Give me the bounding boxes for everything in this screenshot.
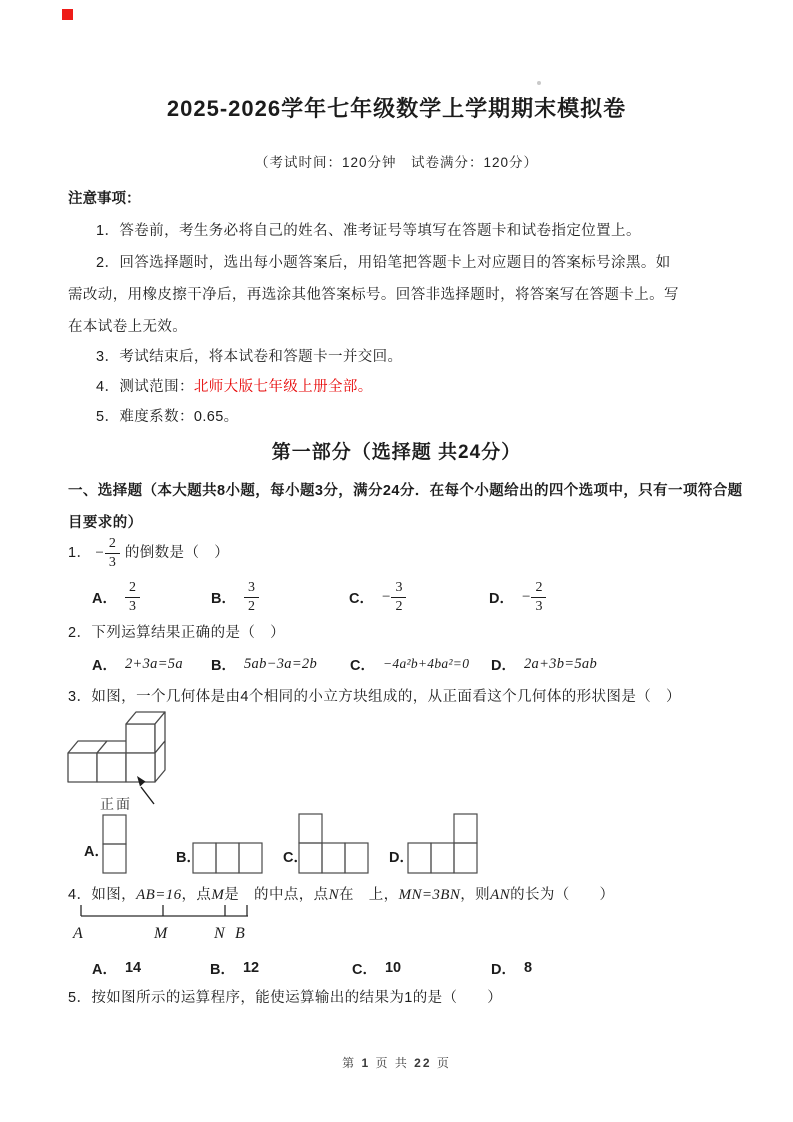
page-footer (0, 1054, 793, 1071)
q4-text-2: ，点 (181, 887, 212, 903)
q4-math-mn3bn: MN=3BN (398, 887, 461, 903)
q4-text-1: 4．如图， (68, 887, 137, 903)
q4-math-ab16: AB=16 (136, 887, 182, 903)
q1-option-d-label: D． (489, 590, 514, 607)
footer-text-post: 页 (436, 1056, 451, 1070)
q2-option-b-formula: 5ab−3a=2b (243, 655, 318, 672)
q1-option-d-sign: − (521, 588, 531, 605)
segment-point-b: B (235, 925, 245, 942)
q4-option-d-label: D． (491, 961, 516, 978)
q1-fraction (105, 536, 120, 571)
notice-heading: 注意事项： (68, 191, 141, 207)
q2-option-d-formula: 2a+3b=5ab (523, 655, 598, 672)
notice-item-4-scope: 北师大版七年级上册全部。 (193, 379, 373, 395)
notice-item-2-line3: 在本试卷上无效。 (68, 319, 188, 335)
q4-text-5: ，则 (460, 887, 491, 903)
notice-item-1: 1．答卷前，考生务必将自己的姓名、准考证号等填写在答题卡和试卷指定位置上。 (96, 223, 641, 239)
notice-item-4 (96, 377, 373, 397)
choice-section-intro-line1: 一、选择题（本大题共8小题，每小题3分，满分24分．在每个小题给出的四个选项中，只有一项符合题 (68, 483, 743, 499)
q1-option-c (349, 577, 406, 617)
q1-option-b-num: 3 (244, 580, 259, 598)
q2-option-a-label: A． (92, 657, 117, 674)
q1-text: 的倒数是（ ） (124, 545, 230, 561)
q4-option-c-label: C． (352, 961, 377, 978)
segment-point-a: A (73, 925, 83, 942)
choice-section-intro-line2: 目要求的） (68, 515, 143, 531)
q1-fraction-num: 2 (105, 536, 120, 554)
q4-math-n: N (328, 887, 339, 903)
q2-option-b (211, 652, 317, 676)
question-3-text: 3．如图，一个几何体是由4个相同的小立方块组成的，从正面看这个几何体的形状图是（ ） (68, 689, 681, 705)
segment-point-n: N (214, 925, 225, 942)
q1-option-d-fraction (531, 580, 546, 615)
exam-info-subtitle: （考试时间：120分钟 试卷满分：120分） (254, 155, 539, 170)
q2-option-c-formula: −4a²b+4ba²=0 (382, 656, 470, 671)
q3-option-c-figure (298, 813, 371, 875)
q1-option-b-fraction (244, 580, 259, 615)
faint-dot (537, 81, 541, 85)
q2-option-c-label: C． (350, 657, 375, 674)
q4-text-3: 是 的中点，点 (224, 887, 329, 903)
q4-option-a-value: 14 (124, 960, 142, 976)
q4-option-b-label: B． (210, 961, 235, 978)
q1-option-b (211, 577, 259, 617)
red-marker-square (62, 9, 73, 20)
q1-option-a-num: 2 (125, 580, 140, 598)
q3-option-a-label: A． (84, 844, 109, 860)
q2-option-a-formula: 2+3a=5a (124, 655, 183, 672)
q2-option-d-label: D． (491, 657, 516, 674)
footer-total-pages: 22 (414, 1056, 432, 1070)
q3-option-a-figure (102, 814, 128, 875)
notice-item-2-line1: 2．回答选择题时，选出每小题答案后，用铅笔把答题卡上对应题目的答案标号涂黑。如 (96, 255, 671, 271)
question-2-text: 2．下列运算结果正确的是（ ） (68, 625, 286, 641)
notice-item-2-line2: 需改动，用橡皮擦干净后，再选涂其他答案标号。回答非选择题时，将答案写在答题卡上。写 (68, 287, 679, 303)
q1-option-c-den: 2 (395, 598, 403, 614)
q4-option-a-label: A． (92, 961, 117, 978)
q2-option-d (491, 652, 597, 676)
q3-option-d-label: D． (389, 850, 414, 866)
q3-option-c-label: C． (283, 850, 308, 866)
q2-option-a (92, 652, 183, 676)
q1-option-a-den: 3 (128, 598, 136, 614)
q4-option-c (352, 957, 401, 979)
segment-line-figure (64, 900, 264, 944)
q1-option-c-num: 3 (391, 580, 406, 598)
front-face-label: 正面 (100, 796, 132, 812)
question-1 (68, 533, 229, 573)
q2-option-b-label: B． (211, 657, 236, 674)
notice-item-3: 3．考试结束后，将本试卷和答题卡一并交回。 (96, 349, 403, 365)
q1-option-c-fraction (391, 580, 406, 615)
q1-option-b-label: B． (211, 590, 236, 607)
footer-text-pre: 第 (342, 1056, 357, 1070)
q3-option-b-label: B． (176, 850, 201, 866)
q4-math-an: AN (490, 887, 511, 903)
q4-option-d-value: 8 (523, 960, 533, 976)
footer-text-mid: 页 共 (375, 1056, 409, 1070)
q1-option-a-fraction (125, 580, 140, 615)
q2-option-c (350, 652, 469, 676)
page-title: 2025-2026学年七年级数学上学期期末模拟卷 (166, 96, 627, 121)
q4-option-c-value: 10 (384, 960, 402, 976)
notice-item-4-prefix: 4．测试范围： (96, 379, 194, 395)
cube-stack-figure (64, 704, 174, 808)
q1-number: 1． (68, 545, 92, 561)
q1-option-d (489, 577, 546, 617)
q4-option-a (92, 957, 141, 979)
footer-page-number: 1 (361, 1056, 371, 1070)
question-5-text: 5．按如图所示的运算程序，能使运算输出的结果为1的是（ ） (68, 990, 503, 1006)
section-1-heading: 第一部分（选择题 共24分） (271, 442, 522, 463)
q1-option-a (92, 577, 140, 617)
q4-text-4: 在 上， (338, 887, 399, 903)
q1-fraction-sign: − (95, 544, 104, 561)
q1-option-a-label: A． (92, 590, 117, 607)
q1-option-d-den: 3 (535, 598, 543, 614)
q1-option-d-num: 2 (531, 580, 546, 598)
notice-item-5: 5．难度系数：0.65。 (96, 409, 239, 425)
q4-text-6: 的长为（ ） (510, 887, 615, 903)
segment-point-m: M (154, 925, 168, 942)
q4-option-b-value: 12 (242, 960, 260, 976)
q1-option-c-label: C． (349, 590, 374, 607)
q1-option-b-den: 2 (247, 598, 255, 614)
q1-option-c-sign: − (381, 588, 391, 605)
q3-option-d-figure (407, 813, 480, 875)
q1-fraction-den: 3 (108, 554, 116, 570)
q3-option-b-figure (192, 842, 265, 875)
q4-option-d (491, 957, 532, 979)
q4-math-m: M (211, 887, 225, 903)
q4-option-b (210, 957, 259, 979)
